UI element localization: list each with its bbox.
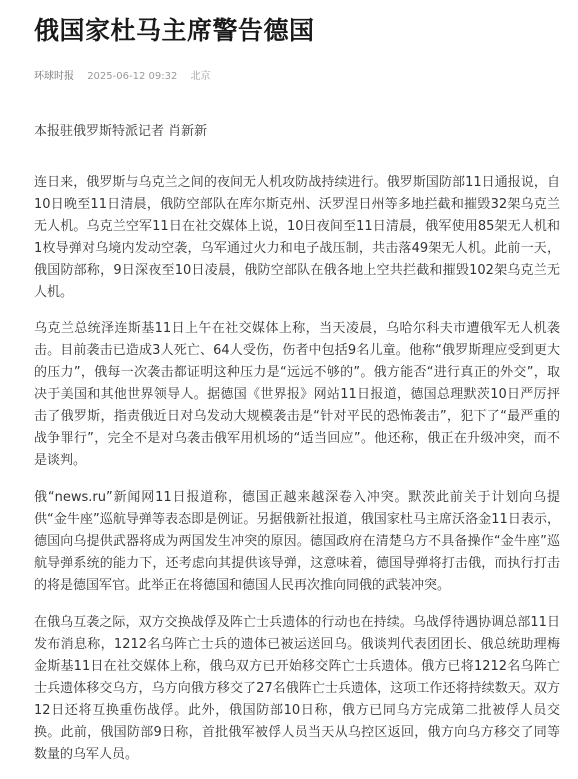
article-paragraph: 乌克兰总统泽连斯基11日上午在社交媒体上称，当天凌晨，乌哈尔科夫市遭俄军无人机袭击。目前袭击已造成3人死亡、64人受伤，伤者中包括9名儿童。他称“俄罗斯理应受到更大的压力”，俄每一次袭击都证明这种压力是“远远不够的”。俄方能否“进行真正的外交”，取决于美国和其他世界领导人。据德国《世界报》网站11日报道，德国总理默茨10日严厉抨击了俄罗斯，指责俄近日对乌发动大规模袭击是“针对平民的恐怖袭击”，犯下了“最严重的战争罪行”，完全不是对乌袭击俄军用机场的“适当回应”。他还称，俄正在升级冲突，而不是谈判。 — [34, 321, 560, 468]
article-title: 俄国家杜马主席警告德国 — [34, 16, 315, 45]
article-datetime: 2025-06-12 09:32 — [87, 71, 178, 82]
article-paragraph: 在俄乌互袭之际，双方交换战俘及阵亡士兵遗体的行动也在持续。乌战俘待遇协调总部11日发布消息称，1212名乌阵亡士兵的遗体已被运送回乌。俄谈判代表团团长、俄总统助理梅金斯基11日在社交媒体上称，俄乌双方已开始移交阵亡士兵遗体。俄方已将1212名乌阵亡士兵遗体移交乌方，乌方向俄方移交了27名俄阵亡士兵遗体，这项工作还将持续数天。双方12日还将互换重伤战俘。此外，俄国防部10日称，俄方已同乌方完成第二批被俘人员交换。此前，俄国防部9日称，首批俄军被俘人员当天从乌控区返回，俄方向乌方移交了同等数量的乌军人员。 — [34, 615, 560, 762]
article-source[interactable]: 环球时报 — [34, 71, 74, 82]
article-location: 北京 — [190, 71, 211, 82]
article-paragraph: 连日来，俄罗斯与乌克兰之间的夜间无人机攻防战持续进行。俄罗斯国防部11日通报说，自10日晚至11日清晨，俄防空部队在库尔斯克州、沃罗涅日州等多地拦截和摧毁32架乌克兰无人机。乌克兰空军11日在社交媒体上说，10日夜间至11日清晨，俄军使用85架无人机和1枚导弹对乌境内发动空袭，乌军通过火力和电子战压制，共击落49架无人机。此前一天，俄国防部称，9日深夜至10日凌晨，俄防空部队在俄各地上空共拦截和摧毁102架乌克兰无人机。 — [34, 175, 560, 300]
article-meta — [34, 68, 560, 86]
article-paragraph: 俄“news.ru”新闻网11日报道称，德国正越来越深卷入冲突。默茨此前关于计划向乌提供“金牛座”巡航导弹等表态即是例证。另据俄新社报道，俄国家杜马主席沃洛金11日表示，德国向乌提供武器将成为两国发生冲突的原因。德国政府在清楚乌方不具备操作“金牛座”巡航导弹系统的能力下，还考虑向其提供该导弹，这意味着，德国导弹将打击俄，而执行打击的将是德国军官。此举正在将德国和德国人民再次推向同俄的武装冲突。 — [34, 490, 560, 593]
article-byline: 本报驻俄罗斯特派记者 肖新新 — [34, 124, 208, 139]
